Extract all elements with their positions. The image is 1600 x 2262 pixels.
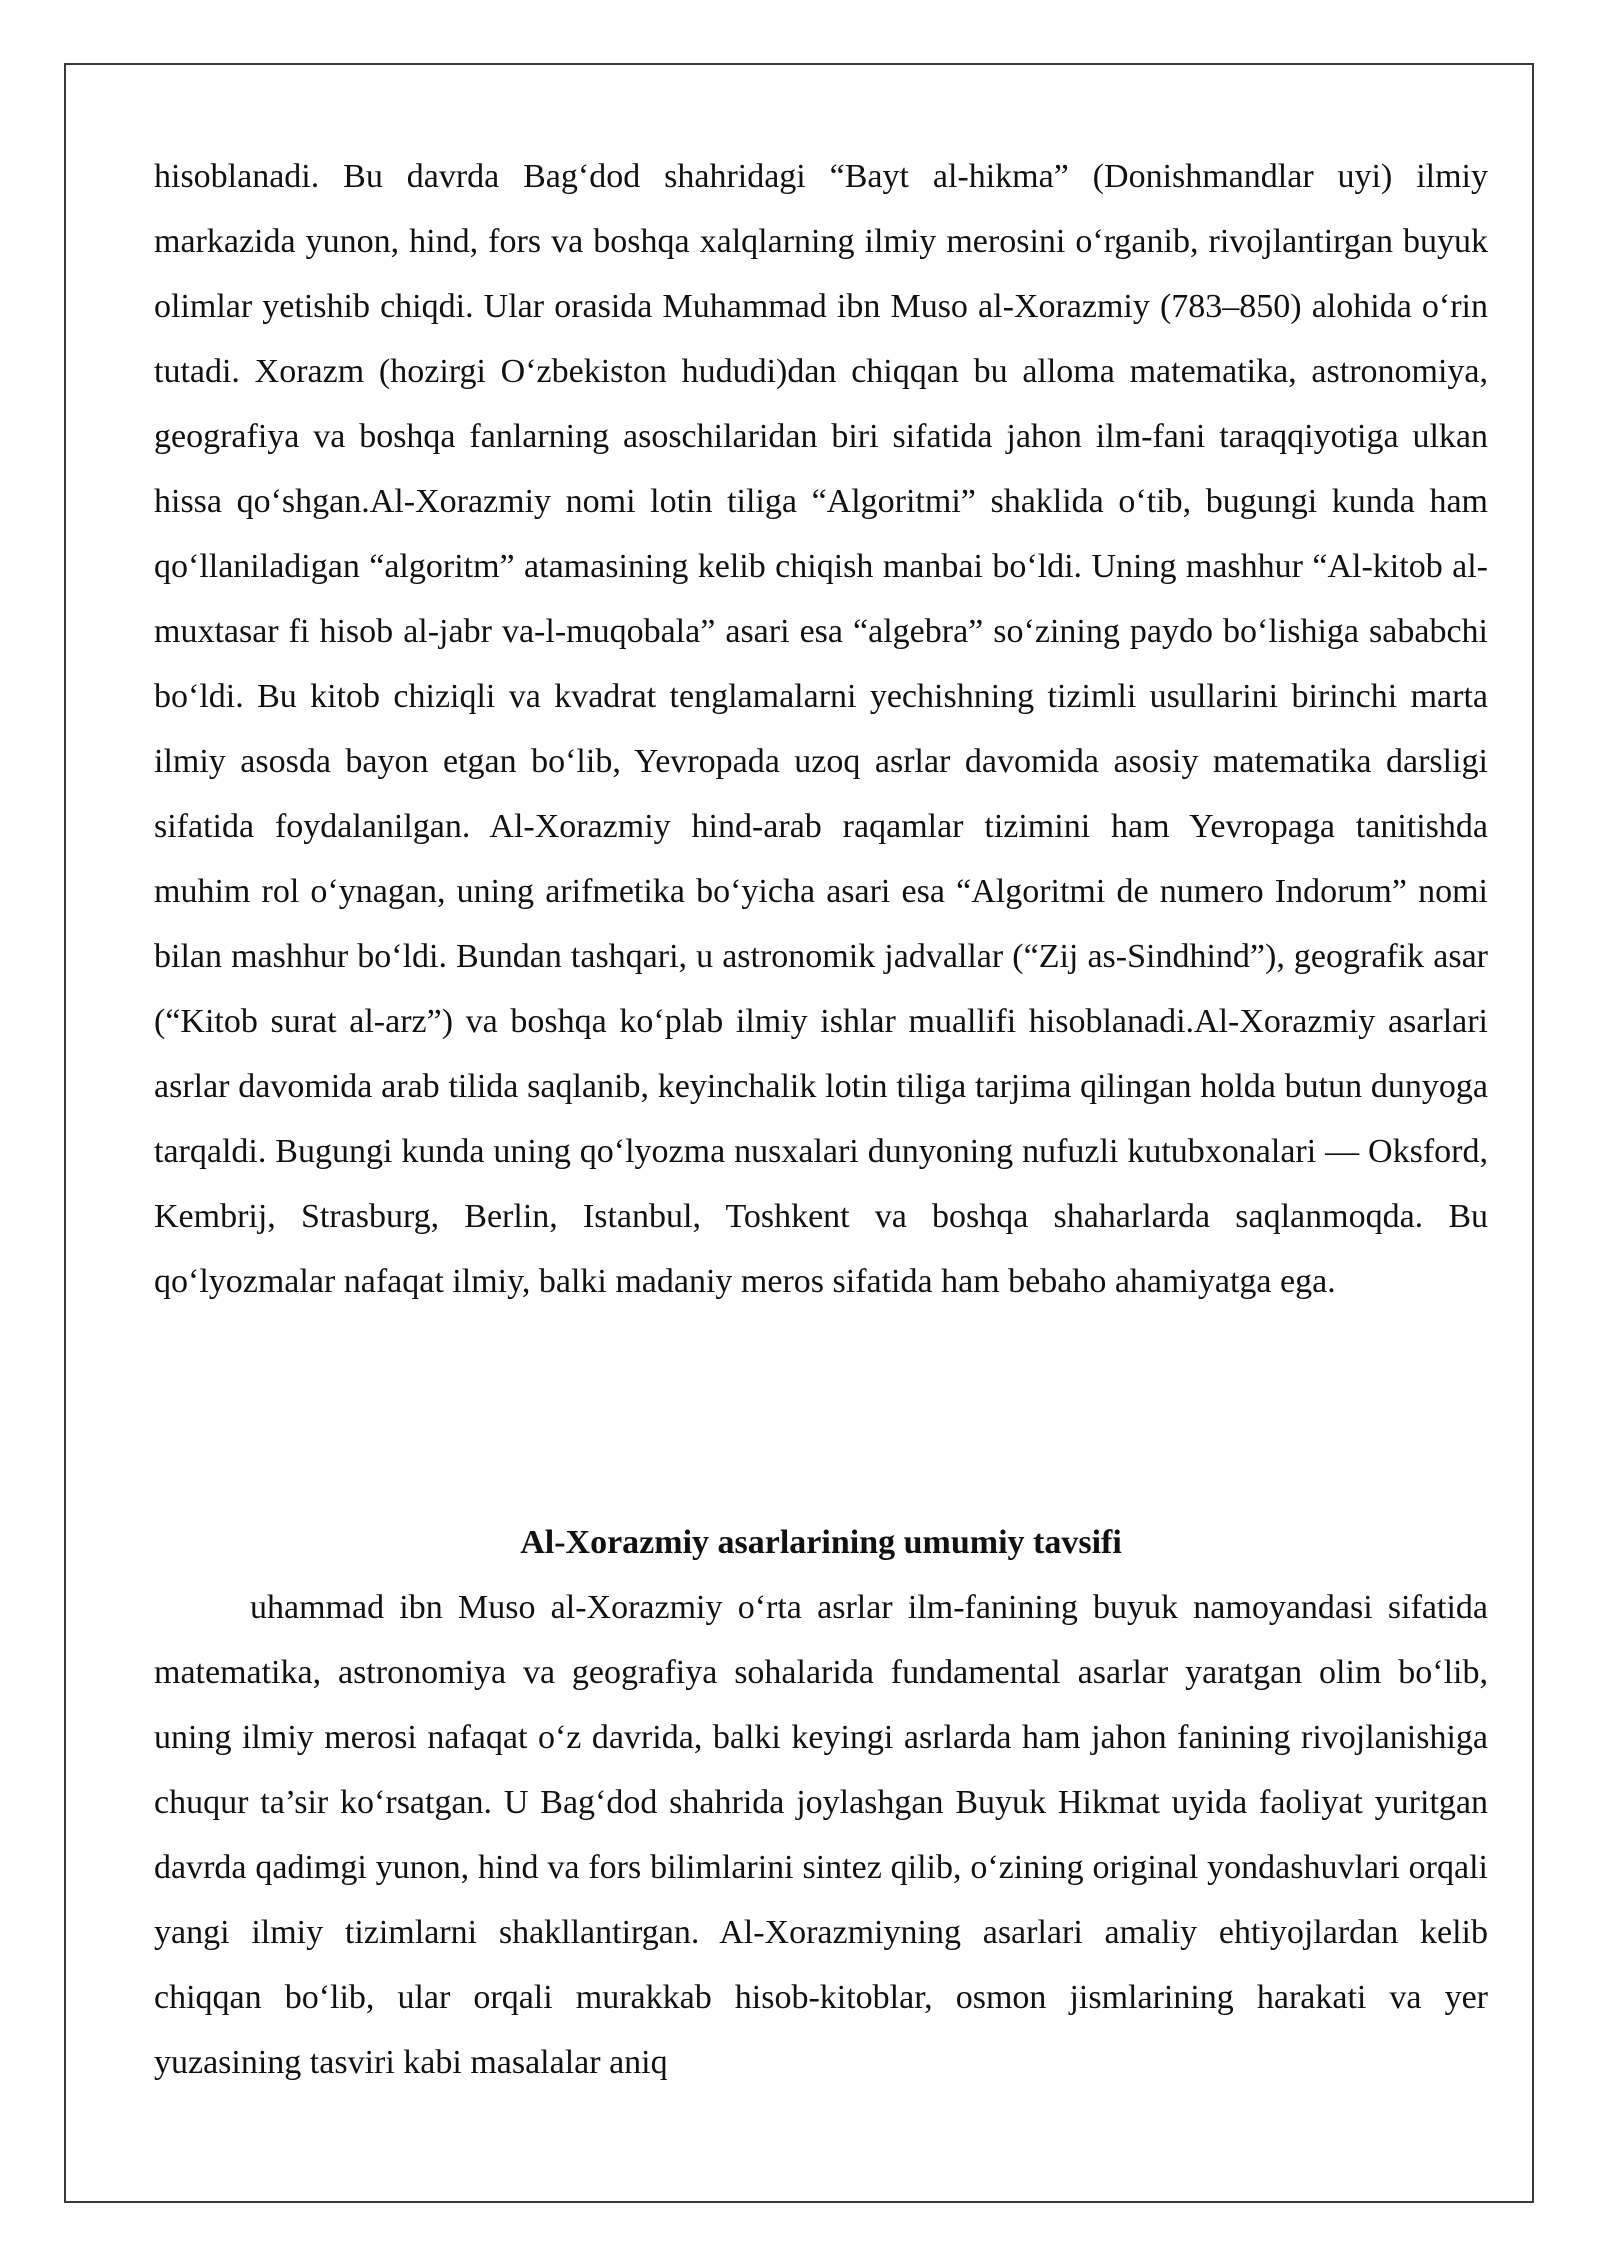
section-heading: Al-Xorazmiy asarlarining umumiy tavsifi bbox=[520, 1524, 1122, 1561]
body-paragraph-2: uhammad ibn Muso al-Xorazmiy o‘rta asrlar ilm-fanining buyuk namoyandasi sifatida matematika, astronomiya va geografiya sohalarida fundamental asarlar yaratgan olim bo‘lib, uning ilmiy merosi nafaqat o‘z davrida, balki keyingi asrlarda ham jahon fanining rivojlanishiga chuqur ta’sir ko‘rsatgan. U Bag‘dod shahrida joylashgan Buyuk Hikmat uyida faoliyat yuritgan davrda qadimgi yunon, hind va fors bilimlarini sintez qilib, o‘zining original yondashuvlari orqali yangi ilmiy tizimlarni shakllantirgan. Al-Xorazmiyning asarlari amaliy ehtiyojlardan kelib chiqqan bo‘lib, ular orqali murakkab hisob-kitoblar, osmon jismlarining harakati va yer yuzasining tasviri kabi masalalar aniq bbox=[154, 1589, 1488, 2081]
body-paragraph-1: hisoblanadi. Bu davrda Bag‘dod shahridagi “Bayt al-hikma” (Donishmandlar uyi) ilmiy markazida yunon, hind, fors va boshqa xalqlarning ilmiy merosini o‘rganib, rivojlantirgan buyuk olimlar yetishib chiqdi. Ular orasida Muhammad ibn Muso al-Xorazmiy (783–850) alohida o‘rin tutadi. Xorazm (hozirgi O‘zbekiston hududi)dan chiqqan bu alloma matematika, astronomiya, geografiya va boshqa fanlarning asoschilaridan biri sifatida jahon ilm-fani taraqqiyotiga ulkan hissa qo‘shgan.Al-Xorazmiy nomi lotin tiliga “Algoritmi” shaklida o‘tib, bugungi kunda ham qo‘llaniladigan “algoritm” atamasining kelib chiqish manbai bo‘ldi. Uning mashhur “Al-kitob al-muxtasar fi hisob al-jabr va-l-muqobala” asari esa “algebra” so‘zining paydo bo‘lishiga sababchi bo‘ldi. Bu kitob chiziqli va kvadrat tenglamalarni yechishning tizimli usullarini birinchi marta ilmiy asosda bayon etgan bo‘lib, Yevropada uzoq asrlar davomida asosiy matematika darsligi sifatida foydalanilgan. Al-Xorazmiy hind-arab raqamlar tizimini ham Yevropaga tanitishda muhim rol o‘ynagan, uning arifmetika bo‘yicha asari esa “Algoritmi de numero Indorum” nomi bilan mashhur bo‘ldi. Bundan tashqari, u astronomik jadvallar (“Zij as-Sindhind”), geografik asar (“Kitob surat al-arz”) va boshqa ko‘plab ilmiy ishlar muallifi hisoblanadi.Al-Xorazmiy asarlari asrlar davomida arab tilida saqlanib, keyinchalik lotin tiliga tarjima qilingan holda butun dunyoga tarqaldi. Bugungi kunda uning qo‘lyozma nusxalari dunyoning nufuzli kutubxonalari — Oksford, Kembrij, Strasburg, Berlin, Istanbul, Toshkent va boshqa shaharlarda saqlanmoqda. Bu qo‘lyozmalar nafaqat ilmiy, balki madaniy meros sifatida ham bebaho ahamiyatga ega. bbox=[154, 158, 1488, 1300]
